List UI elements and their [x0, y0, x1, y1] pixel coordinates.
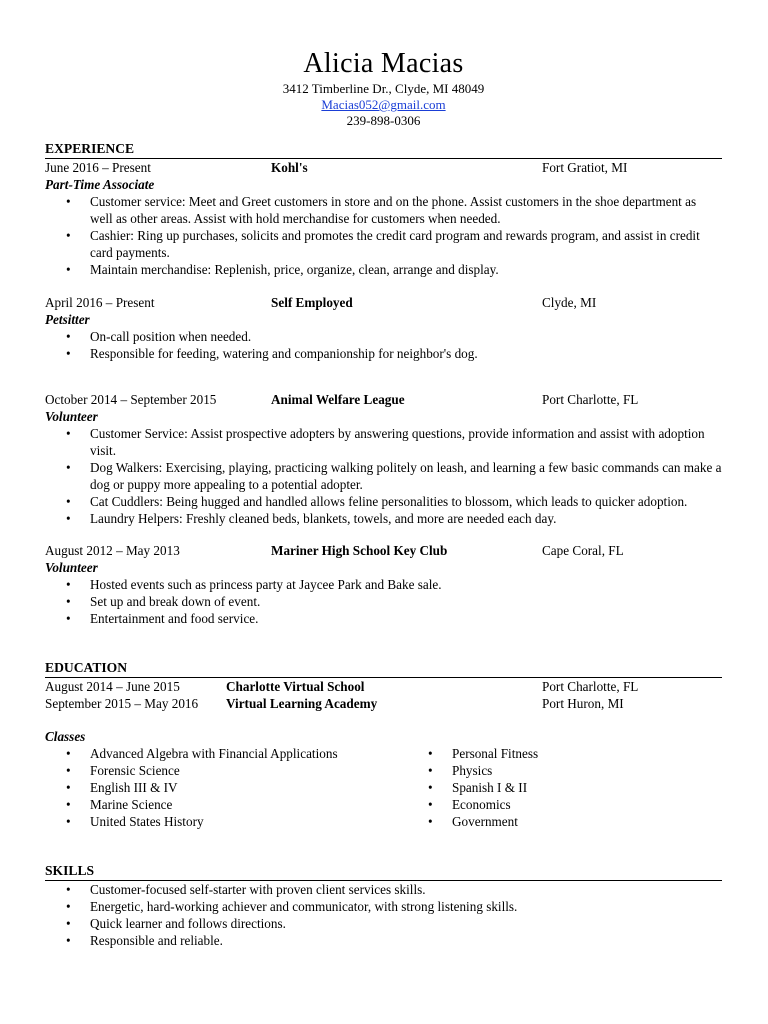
candidate-name: Alicia Macias	[303, 48, 464, 79]
resume-header	[45, 0, 722, 129]
job-bullets	[45, 576, 722, 627]
job-role: Volunteer	[45, 409, 98, 424]
school-name: Charlotte Virtual School	[226, 679, 365, 694]
job-role: Petsitter	[45, 312, 90, 327]
phone: 239-898-0306	[346, 113, 421, 128]
job-dates: April 2016 – Present	[45, 295, 155, 310]
job-entry	[45, 159, 722, 278]
job-location: Clyde, MI	[542, 295, 597, 310]
school-entry	[45, 695, 722, 712]
school-entry	[45, 678, 722, 695]
job-entry	[45, 391, 722, 527]
classes-label: Classes	[45, 729, 86, 744]
list-item: • Energetic, hard-working achiever and communicator, with strong listening skills.	[45, 898, 722, 915]
list-item: • Forensic Science	[45, 762, 407, 779]
job-bullets	[45, 425, 722, 527]
list-item: • Quick learner and follows directions.	[45, 915, 722, 932]
list-item: • Set up and break down of event.	[45, 593, 722, 610]
classes-list	[45, 745, 722, 830]
skills-list	[45, 881, 722, 949]
job-dates: August 2012 – May 2013	[45, 543, 180, 558]
list-item: • Marine Science	[45, 796, 407, 813]
job-dates: June 2016 – Present	[45, 160, 151, 175]
list-item: • Laundry Helpers: Freshly cleaned beds, blankets, towels, and more are needed each day.	[45, 510, 722, 527]
experience-section	[45, 141, 722, 627]
email-link[interactable]: Macias052@gmail.com	[321, 97, 446, 112]
list-item: • United States History	[45, 813, 407, 830]
list-item: • Economics	[407, 796, 722, 813]
section-heading-skills: SKILLS	[45, 863, 722, 881]
classes-column-left	[45, 745, 407, 830]
job-role: Volunteer	[45, 560, 98, 575]
job-role: Part-Time Associate	[45, 177, 155, 192]
list-item: • Responsible for feeding, watering and companionship for neighbor's dog.	[45, 345, 722, 362]
list-item: • Cat Cuddlers: Being hugged and handled allows feline personalities to blossom, which leads to quicker adoption.	[45, 493, 722, 510]
job-org: Self Employed	[271, 295, 353, 310]
list-item: • Dog Walkers: Exercising, playing, practicing walking politely on leash, and learning a few basic commands can make a dog or puppy more appealing to a potential adopter.	[45, 459, 722, 493]
school-location: Port Huron, MI	[542, 696, 624, 711]
list-item: • Personal Fitness	[407, 745, 722, 762]
education-section	[45, 660, 722, 830]
list-item: • Customer service: Meet and Greet customers in store and on the phone. Assist customers in the shoe department as well as other areas. Assist with hold merchandise for customers when needed.	[45, 193, 722, 227]
list-item: • Customer-focused self-starter with proven client services skills.	[45, 881, 722, 898]
job-location: Fort Gratiot, MI	[542, 160, 628, 175]
list-item: • Advanced Algebra with Financial Applications	[45, 745, 407, 762]
job-org: Kohl's	[271, 160, 308, 175]
skills-section	[45, 863, 722, 949]
list-item: • Cashier: Ring up purchases, solicits and promotes the credit card program and rewards program, and assist in credit card payments.	[45, 227, 722, 261]
list-item: • Maintain merchandise: Replenish, price, organize, clean, arrange and display.	[45, 261, 722, 278]
job-location: Cape Coral, FL	[542, 543, 624, 558]
section-heading-experience: EXPERIENCE	[45, 141, 722, 159]
job-entry	[45, 294, 722, 362]
list-item: • On-call position when needed.	[45, 328, 722, 345]
list-item: • Hosted events such as princess party at Jaycee Park and Bake sale.	[45, 576, 722, 593]
list-item: • Responsible and reliable.	[45, 932, 722, 949]
job-dates: October 2014 – September 2015	[45, 392, 217, 407]
address: 3412 Timberline Dr., Clyde, MI 48049	[282, 81, 485, 96]
list-item: • Government	[407, 813, 722, 830]
job-org: Mariner High School Key Club	[271, 543, 448, 558]
job-org: Animal Welfare League	[271, 392, 405, 407]
job-bullets	[45, 193, 722, 278]
list-item: • English III & IV	[45, 779, 407, 796]
classes-column-right	[407, 745, 722, 830]
school-dates: September 2015 – May 2016	[45, 696, 199, 711]
section-heading-education: EDUCATION	[45, 660, 722, 678]
job-location: Port Charlotte, FL	[542, 392, 639, 407]
job-entry	[45, 542, 722, 627]
school-dates: August 2014 – June 2015	[45, 679, 180, 694]
job-bullets	[45, 328, 722, 362]
school-name: Virtual Learning Academy	[226, 696, 378, 711]
school-location: Port Charlotte, FL	[542, 679, 639, 694]
list-item: • Entertainment and food service.	[45, 610, 722, 627]
list-item: • Customer Service: Assist prospective adopters by answering questions, provide information and assist with adoption visit.	[45, 425, 722, 459]
list-item: • Physics	[407, 762, 722, 779]
list-item: • Spanish I & II	[407, 779, 722, 796]
